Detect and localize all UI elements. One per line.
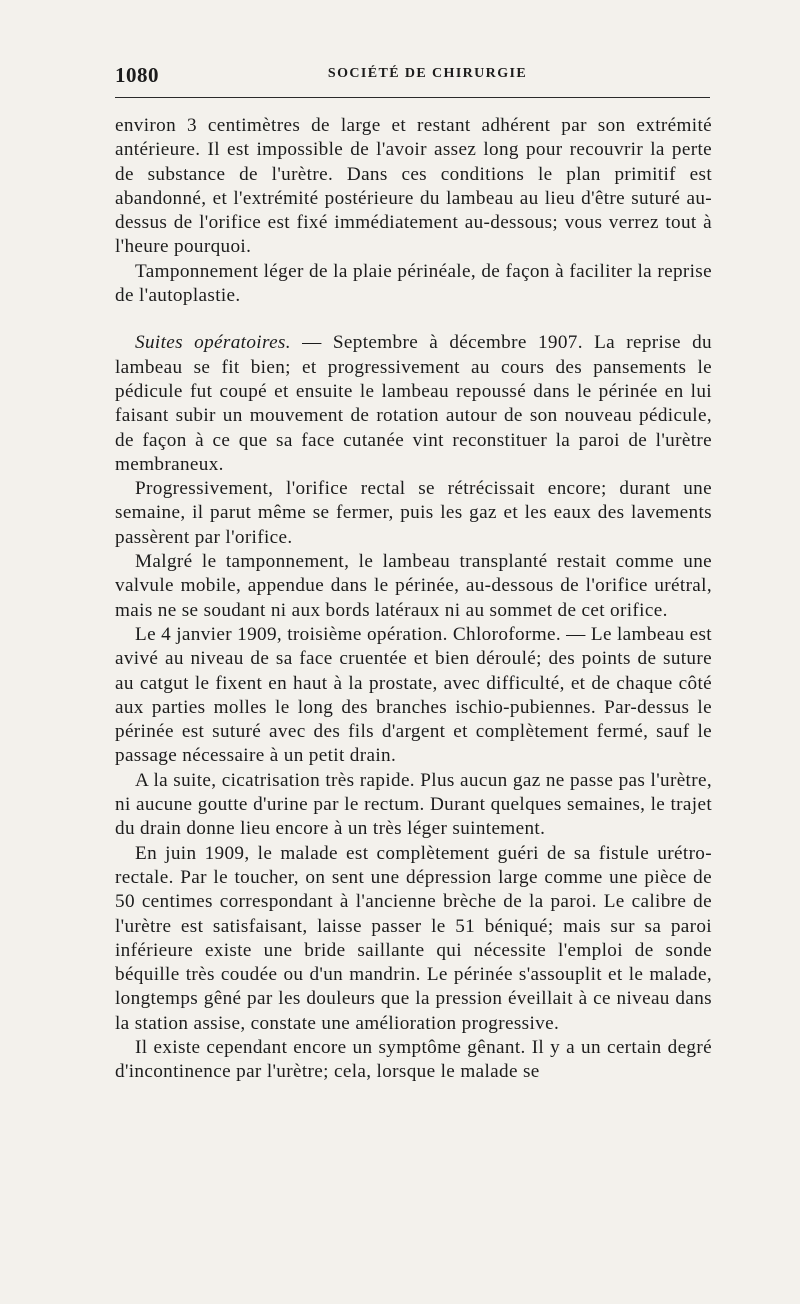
running-title: SOCIÉTÉ DE CHIRURGIE	[327, 66, 528, 81]
paragraph-9: Il existe cependant encore un symptôme gênant. Il y a un certain degré d'incontinence par l'urètre; cela, lorsque le malade se	[115, 1036, 712, 1083]
header-rule	[115, 97, 710, 98]
page-header	[115, 57, 710, 91]
paragraph-4: Progressivement, l'orifice rectal se rétrécissait encore; durant une semaine, il parut même se fermer, puis les gaz et les eaux des lavements passèrent par l'orifice.	[115, 478, 712, 548]
paragraph-3-text: — Septembre à décembre 1907. La reprise du lambeau se fit bien; et progressivement au cours des pansements le pédicule fut coupé et ensuite le lambeau repoussé dans le périnée en lui faisant subir un mouvement de rotation autour de son nouveau pédicule, de façon à ce que sa face cutanée vint reconstituer la paroi de l'urètre membraneux.	[115, 332, 712, 475]
paragraph-6: Le 4 janvier 1909, troisième opération. Chloroforme. — Le lambeau est avivé au niveau de sa face cruentée et bien déroulé; des points de suture au catgut le fixent en haut à la prostate, avec difficulté, et de chaque côté aux parties molles le long des branches ischio-pubiennes. Par-dessus le périnée est suturé avec des fils d'argent et complètement fermé, sauf le passage nécessaire à un petit drain.	[115, 623, 712, 767]
section-heading: Suites opératoires.	[135, 332, 291, 354]
paragraph-1: environ 3 centimètres de large et restant adhérent par son extrémité antérieure. Il est impossible de l'avoir assez long pour recouvrir la perte de substance de l'urètre. Dans ces conditions le plan primitif est abandonné, et l'extrémité postérieure du lambeau au lieu d'être suturé au-dessus de l'orifice est fixé immédiatement au-dessous; vous verrez tout à l'heure pourquoi.	[115, 115, 712, 258]
paragraph-7: A la suite, cicatrisation très rapide. Plus aucun gaz ne passe pas l'urètre, ni aucune goutte d'urine par le rectum. Durant quelques semaines, le trajet du drain donne lieu encore à un très léger suintement.	[115, 769, 712, 840]
paragraph-5: Malgré le tamponnement, le lambeau transplanté restait comme une valvule mobile, appendue dans le périnée, au-dessous de l'orifice urétral, mais ne se soudant ni aux bords latéraux ni au sommet de cet orifice.	[115, 551, 712, 621]
paragraph-8: En juin 1909, le malade est complètement guéri de sa fistule urétro-rectale. Par le toucher, on sent une dépression large comme une pièce de 50 centimes correspondant à l'ancienne brèche de la paroi. Le calibre de l'urètre est satisfaisant, laisse passer le 51 béniqué; mais sur sa paroi inférieure existe une bride saillante qui nécessite l'emploi de sonde béquille très coudée ou d'un mandrin. Le périnée s'assouplit et le malade, longtemps gêné par les douleurs que la pression éveillait à ce niveau dans la station assise, constate une amélioration progressive.	[115, 842, 712, 1034]
paragraph-3	[115, 331, 712, 477]
page-number: 1080	[115, 63, 159, 87]
body-text	[115, 114, 712, 1085]
paragraph-2: Tamponnement léger de la plaie périnéale, de façon à faciliter la reprise de l'autoplastie.	[115, 260, 712, 307]
